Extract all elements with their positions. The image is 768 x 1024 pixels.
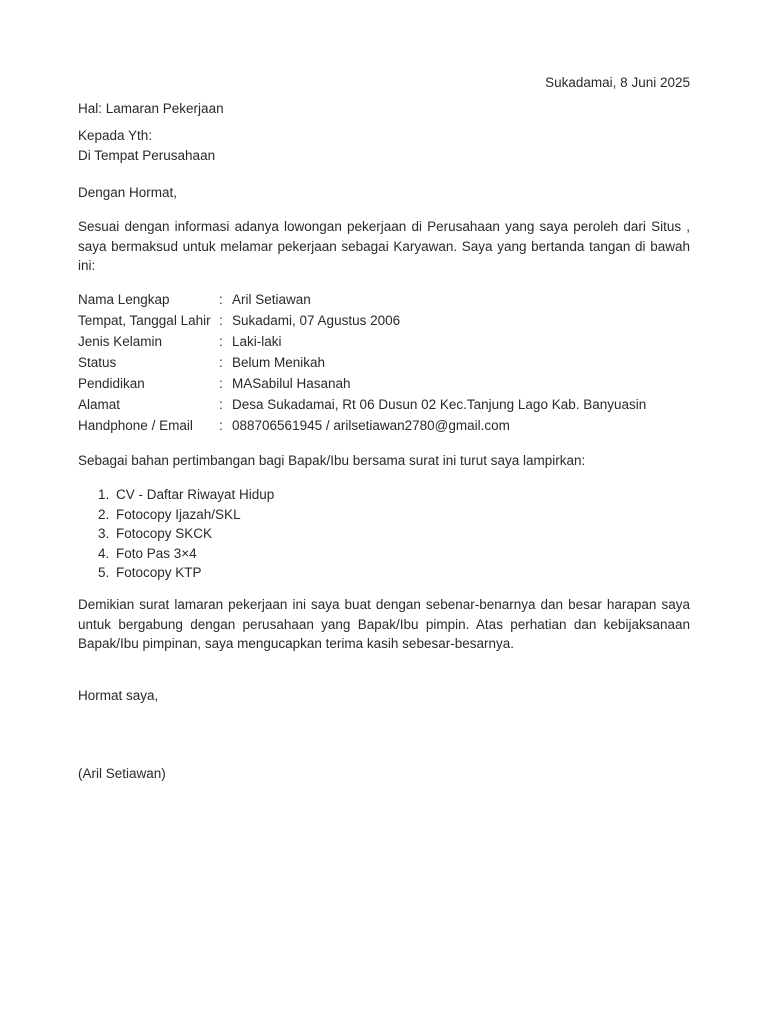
greeting: Dengan Hormat, <box>78 185 178 200</box>
detail-value: MASabilul Hasanah <box>232 376 351 391</box>
detail-label: Status <box>78 355 117 370</box>
regards: Hormat saya, <box>78 688 159 703</box>
list-item <box>98 563 274 583</box>
detail-value: 088706561945 / arilsetiawan2780@gmail.com <box>232 418 510 433</box>
detail-colon: : <box>219 376 223 391</box>
list-number: 1. <box>98 487 110 502</box>
list-number: 5. <box>98 565 110 580</box>
detail-row <box>78 373 646 394</box>
list-item <box>98 524 274 544</box>
detail-value: Aril Setiawan <box>232 292 311 307</box>
letter-date: Sukadamai, 8 Juni 2025 <box>545 75 690 90</box>
detail-label: Nama Lengkap <box>78 292 170 307</box>
list-text: Fotocopy KTP <box>116 565 202 580</box>
intro-paragraph: Sesuai dengan informasi adanya lowongan pekerjaan di Perusahaan yang saya peroleh dari Situs , saya bermaksud untuk melamar pekerjaan sebagai Karyawan. Saya yang bertanda tangan di bawah ini: <box>78 219 690 273</box>
applicant-details-table <box>78 289 646 436</box>
list-text: Fotocopy SKCK <box>116 526 213 541</box>
list-number: 3. <box>98 526 110 541</box>
signature-name: (Aril Setiawan) <box>78 766 166 781</box>
letter-subject: Hal: Lamaran Pekerjaan <box>78 101 224 116</box>
detail-label: Jenis Kelamin <box>78 334 163 349</box>
detail-value: Desa Sukadamai, Rt 06 Dusun 02 Kec.Tanjung Lago Kab. Banyuasin <box>232 397 647 412</box>
list-text: CV - Daftar Riwayat Hidup <box>116 487 275 502</box>
detail-value: Laki-laki <box>232 334 282 349</box>
closing-paragraph: Demikian surat lamaran pekerjaan ini saya buat dengan sebenar-benarnya dan besar harapan saya untuk bergabung dengan perusahaan yang Bapak/Ibu pimpin. Atas perhatian dan kebijaksanaan Bapak/Ibu pimpinan, saya mengucapkan terima kasih sebesar-besarnya. <box>78 597 690 651</box>
detail-row <box>78 415 646 436</box>
list-item <box>98 485 274 505</box>
detail-label: Alamat <box>78 397 121 412</box>
addressee-block <box>78 126 690 165</box>
detail-label: Tempat, Tanggal Lahir <box>78 313 211 328</box>
detail-colon: : <box>219 418 223 433</box>
detail-colon: : <box>219 397 223 412</box>
list-text: Fotocopy Ijazah/SKL <box>116 506 241 522</box>
addressee-line: Kepada Yth: <box>78 128 153 143</box>
detail-value: Sukadami, 07 Agustus 2006 <box>232 313 401 328</box>
detail-row <box>78 331 646 352</box>
attachments-list <box>98 485 274 583</box>
detail-row <box>78 394 646 415</box>
list-number: 4. <box>98 545 110 561</box>
list-text: Foto Pas 3×4 <box>116 545 197 561</box>
addressee-line: Di Tempat Perusahaan <box>78 147 216 163</box>
detail-colon: : <box>219 292 223 307</box>
detail-colon: : <box>219 334 223 349</box>
detail-colon: : <box>219 355 223 370</box>
detail-value: Belum Menikah <box>232 355 326 370</box>
detail-colon: : <box>219 313 223 328</box>
list-item <box>98 505 274 525</box>
list-number: 2. <box>98 506 110 522</box>
attachments-intro: Sebagai bahan pertimbangan bagi Bapak/Ibu bersama surat ini turut saya lampirkan: <box>78 453 586 468</box>
detail-row <box>78 289 646 310</box>
detail-label: Handphone / Email <box>78 418 193 433</box>
list-item <box>98 544 274 564</box>
detail-label: Pendidikan <box>78 376 145 391</box>
detail-row <box>78 310 646 331</box>
detail-row <box>78 352 646 373</box>
